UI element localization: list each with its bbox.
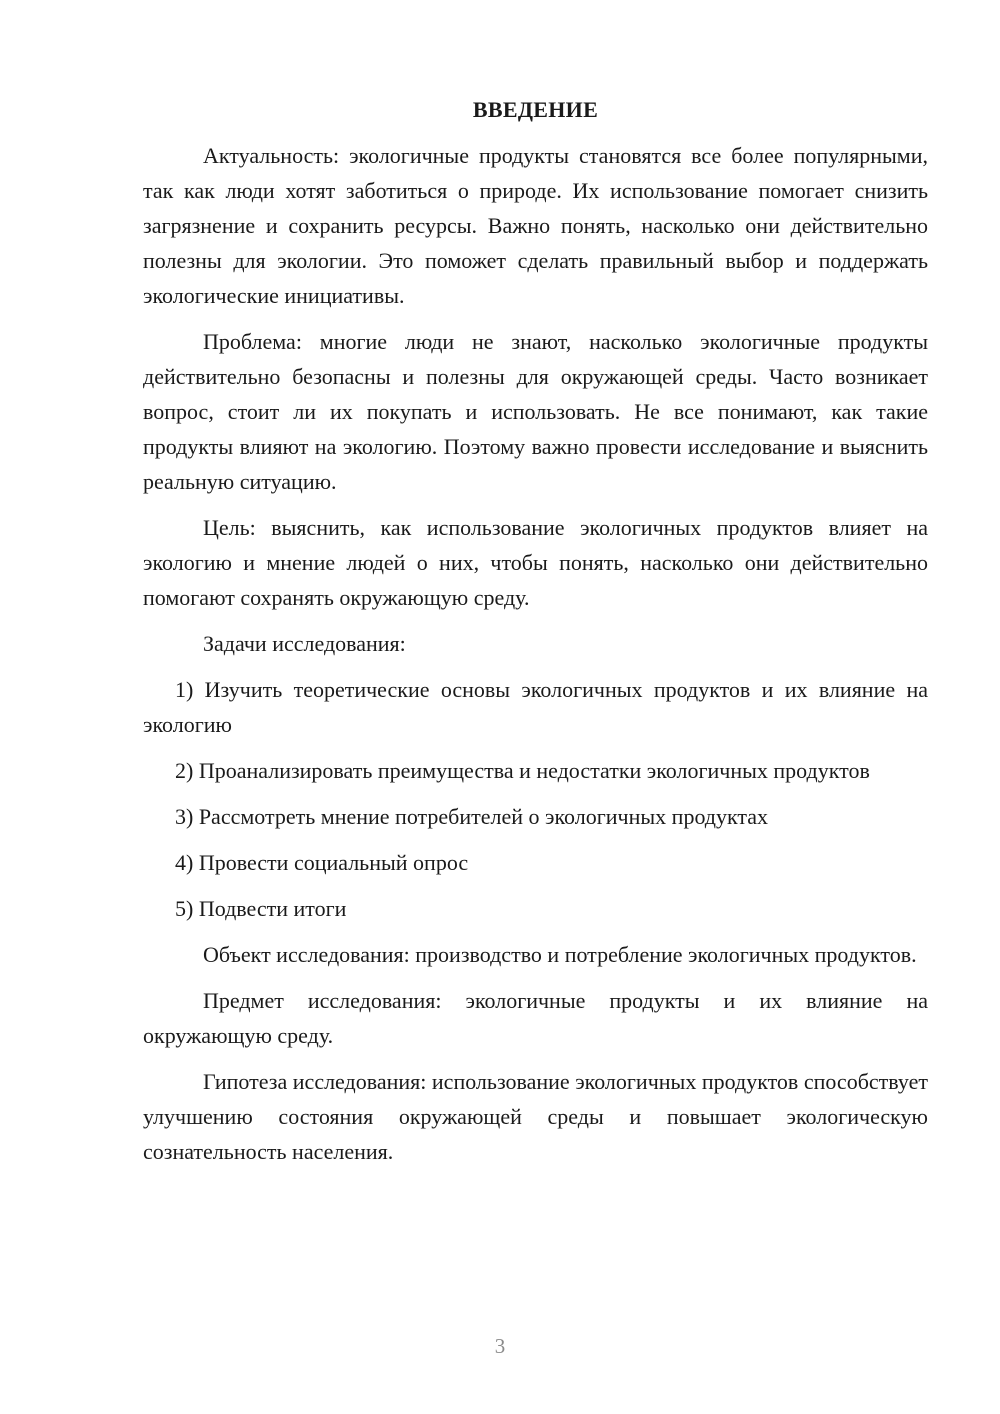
list-item: 3) Рассмотреть мнение потребителей о экологичных продуктах [175,804,769,829]
tasks-heading: Задачи исследования: [203,631,406,656]
paragraph-goal: Цель: выяснить, как использование экологичных продуктов влияет на экологию и мнение людей о них, чтобы понять, насколько они действительно помогают сохранять окружающую среду. [143,515,928,610]
document-page [143,92,928,1180]
paragraph-object: Объект исследования: производство и потребление экологичных продуктов. [203,942,917,967]
list-item: 1) Изучить теоретические основы экологичных продуктов и их влияние на экологию [143,677,928,737]
paragraph-problem: Проблема: многие люди не знают, насколько экологичные продукты действительно безопасны и полезны для окружающей среды. Часто возникает вопрос, стоит ли их покупать и использовать. Не все понимают, как такие продукты влияют на экологию. Поэтому важно провести исследование и выяснить реальную ситуацию. [143,329,928,494]
tasks-list [143,672,928,926]
paragraph-subject: Предмет исследования: экологичные продукты и их влияние на окружающую среду. [143,988,928,1048]
list-item: 4) Провести социальный опрос [175,850,469,875]
page-title: ВВЕДЕНИЕ [472,97,599,122]
list-item: 2) Проанализировать преимущества и недостатки экологичных продуктов [175,758,870,783]
paragraph-hypothesis: Гипотеза исследования: использование экологичных продуктов способствует улучшению состояния окружающей среды и повышает экологическую сознательность населения. [143,1069,928,1164]
list-item: 5) Подвести итоги [175,896,347,921]
paragraph-relevance: Актуальность: экологичные продукты становятся все более популярными, так как люди хотят заботиться о природе. Их использование помогает снизить загрязнение и сохранить ресурсы. Важно понять, насколько они действительно полезны для экологии. Это поможет сделать правильный выбор и поддержать экологические инициативы. [143,143,928,308]
page-number: 3 [494,1334,506,1358]
